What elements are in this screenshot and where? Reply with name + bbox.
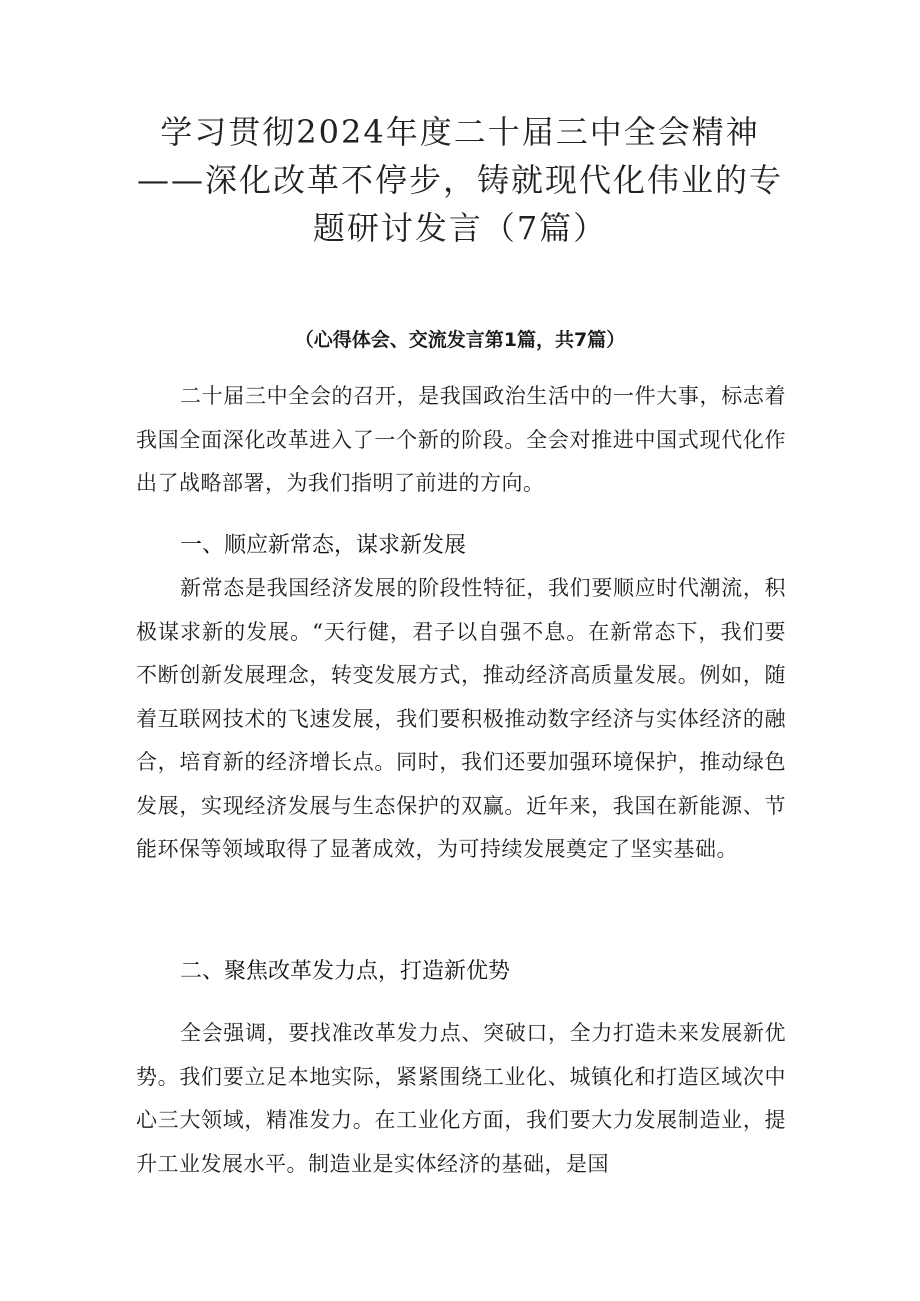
section-body-2: 全会强调，要找准改革发力点、突破口，全力打造未来发展新优势。我们要立足本地实际，紧紧围绕工业化、城镇化和打造区域次中心三大领域，精准发力。在工业化方面，我们要大力发展制造业，提升工业发展水平。制造业是实体经济的基础，是国 (136, 1021, 786, 1176)
document-title: 学习贯彻2024年度二十届三中全会精神——深化改革不停步，铸就现代化伟业的专题研讨发言（7篇） (136, 113, 783, 247)
section-heading-2: 二、聚焦改革发力点，打造新优势 (180, 959, 511, 984)
intro-paragraph: 二十届三中全会的召开，是我国政治生活中的一件大事，标志着我国全面深化改革进入了一个新的阶段。全会对推进中国式现代化作出了战略部署，为我们指明了前进的方向。 (136, 384, 786, 495)
document-subtitle: （心得体会、交流发言第1篇，共7篇） (294, 329, 626, 351)
section-heading-1: 一、顺应新常态，谋求新发展 (180, 533, 467, 558)
section-body-1: 新常态是我国经济发展的阶段性特征，我们要顺应时代潮流，积极谋求新的发展。“天行健，君子以自强不息。在新常态下，我们要不断创新发展理念，转变发展方式，推动经济高质量发展。例如，随着互联网技术的飞速发展，我们要积极推动数字经济与实体经济的融合，培育新的经济增长点。同时，我们还要加强环境保护，推动绿色发展，实现经济发展与生态保护的双赢。近年来，我国在新能源、节能环保等领域取得了显著成效，为可持续发展奠定了坚实基础。 (136, 576, 786, 861)
